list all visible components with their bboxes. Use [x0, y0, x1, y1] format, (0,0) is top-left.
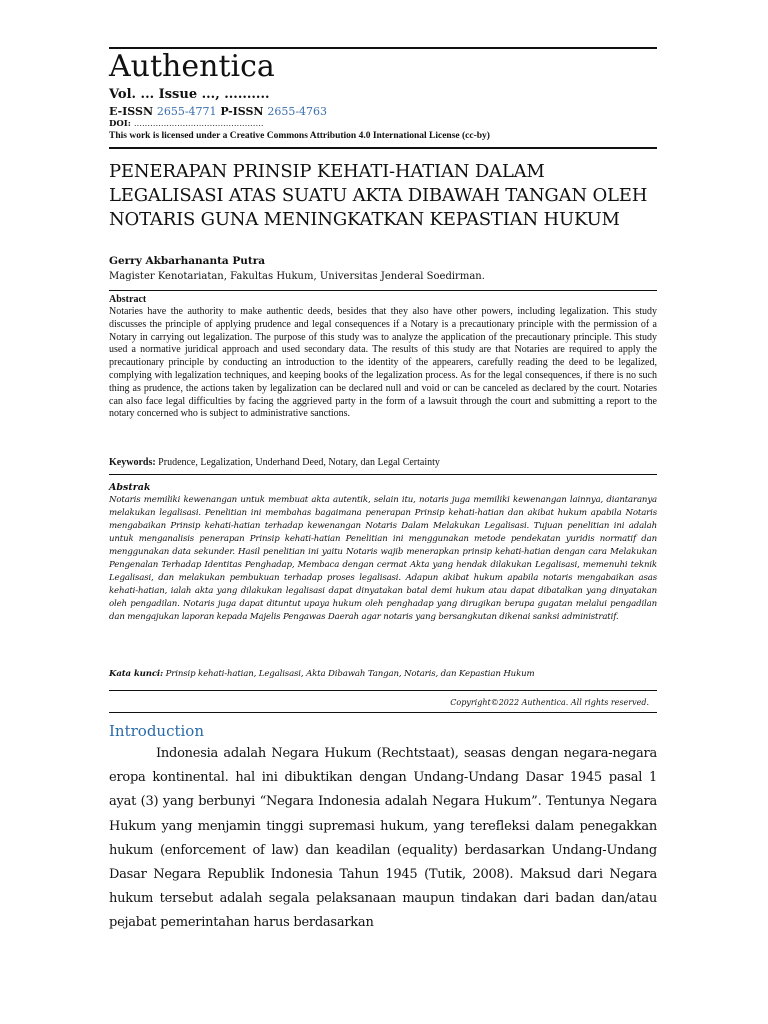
author-affiliation: Magister Kenotariatan, Fakultas Hukum, Universitas Jenderal Soedirman. — [109, 271, 485, 282]
doi-line — [109, 119, 264, 130]
introduction-heading: Introduction — [109, 722, 204, 740]
introduction-body — [109, 742, 657, 936]
volume-line: Vol. ... Issue ..., .......... — [109, 87, 270, 102]
eissn-label: E-ISSN — [109, 105, 153, 118]
kata-kunci-text: Prinsip kehati-hatian, Legalisasi, Akta Dibawah Tangan, Notaris, dan Kepastian Hukum — [165, 669, 535, 679]
abstrak-heading: Abstrak — [109, 482, 151, 493]
copyright-rule — [109, 690, 657, 691]
bottom-rule — [109, 712, 657, 713]
abstrak-keywords — [109, 668, 535, 680]
keywords-text: Prudence, Legalization, Underhand Deed, Notary, dan Legal Certainty — [158, 457, 440, 468]
journal-name: Authentica — [109, 49, 275, 84]
abstract-heading: Abstract — [109, 294, 147, 305]
abstract-body: Notaries have the authority to make authentic deeds, besides that they also have other powers, including legalization. This study discusses the principle of applying prudence and legal consequences if a Notary is a precautionary principle with the permission of a Notary in carrying out legalization. The purpose of this study was to analyze the application of the precautionary principle. This study used a normative juridical approach and used secondary data. The results of this study are that Notaries are required to apply the precautionary principle by conducting an introduction to the identity of the appearers, carefully reading the deed to be legalized, complying with legalization techniques, and keeping books of the legalization process. As for the legal consequences, if there is no such thing as prudence, the actions taken by legalization can be declared null and void or can be canceled as declared by the court. Notaries can also face legal difficulties by facing the aggrieved party in the form of a lawsuit through the court and submitting a report to the notary concerned who is subject to administrative sanctions. — [109, 306, 657, 420]
doi-value: ................................................ — [133, 119, 264, 129]
doi-label: DOI: — [109, 119, 131, 129]
issn-line — [109, 105, 327, 119]
abstrak-body: Notaris memiliki kewenangan untuk membuat akta autentik, selain itu, notaris juga memiliki kewenangan lainnya, diantaranya melakukan legalisasi. Penelitian ini membahas bagaimana penerapan Prinsip kehati-hatian dan akibat hukum apabila Notaris mengabaikan Prinsip kehati-hatian terhadap kewenangan Notaris Dalam Melakukan Legalisasi. Tujuan penelitian ini adalah untuk menganalisis penerapan Prinsip kehati-hatian Penelitian ini menggunakan metode pendekatan yuridis normatif dan menggunakan data sekunder. Hasil penelitian ini yaitu Notaris wajib menerapkan prinsip kehati-hatian dengan cara Melakukan Pengenalan Terhadap Identitas Penghadap, Membaca dengan cermat Akta yang hendak dilakukan Legalisasi, memenuhi teknik Legalisasi, dan melakukan pembukuan terhadap proses legalisasi. Adapun akibat hukum apabila notaris mengabaikan asas kehati-hatian, ialah akta yang dilakukan legalisasi dapat dinyatakan batal demi hukum atau dapat dibatalkan yang dinyatakan oleh pengadilan. Notaris juga dapat dituntut upaya hukum oleh penghadap yang dirugikan berupa gugatan melalui pengadilan dan mengajukan laporan kepada Majelis Pengawas Daerah agar notaris yang bersangkutan dikenai sanksi administratif. — [109, 495, 657, 622]
abstract-divider — [109, 474, 657, 475]
pissn-number[interactable]: 2655-4763 — [267, 105, 328, 118]
abstract-keywords — [109, 457, 440, 469]
abstract-top-rule — [109, 290, 657, 291]
keywords-label: Keywords: — [109, 457, 156, 468]
header-rule — [109, 147, 657, 149]
kata-kunci-label: Kata kunci: — [109, 669, 164, 679]
copyright-notice: Copyright©2022 Authentica. All rights reserved. — [450, 698, 649, 707]
article-title: PENERAPAN PRINSIP KEHATI-HATIAN DALAM LEGALISASI ATAS SUATU AKTA DIBAWAH TANGAN OLEH NOTARIS GUNA MENINGKATKAN KEPASTIAN HUKUM — [109, 161, 648, 230]
eissn-number[interactable]: 2655-4771 — [156, 105, 217, 118]
introduction-paragraph: Indonesia adalah Negara Hukum (Rechtstaat), seasas dengan negara-negara eropa kontinental. hal ini dibuktikan dengan Undang-Undang Dasar 1945 pasal 1 ayat (3) yang berbunyi “Negara Indonesia adalah Negara Hukum”. Tentunya Negara Hukum yang menjamin tinggi supremasi hukum, yang terefleksi dalam penegakkan hukum (enforcement of law) dan keadilan (equality) berdasarkan Undang-Undang Dasar Negara Republik Indonesia Tahun 1945 (Tutik, 2008). Maksud dari Negara hukum tersebut adalah segala pelaksanaan maupun tindakan dari badan dan/atau pejabat pemerintahan harus berdasarkan — [109, 746, 657, 931]
author-name: Gerry Akbarhananta Putra — [109, 255, 266, 267]
license-statement[interactable]: This work is licensed under a Creative Commons Attribution 4.0 International License (cc-by) — [109, 131, 490, 141]
pissn-label: P-ISSN — [220, 105, 264, 118]
